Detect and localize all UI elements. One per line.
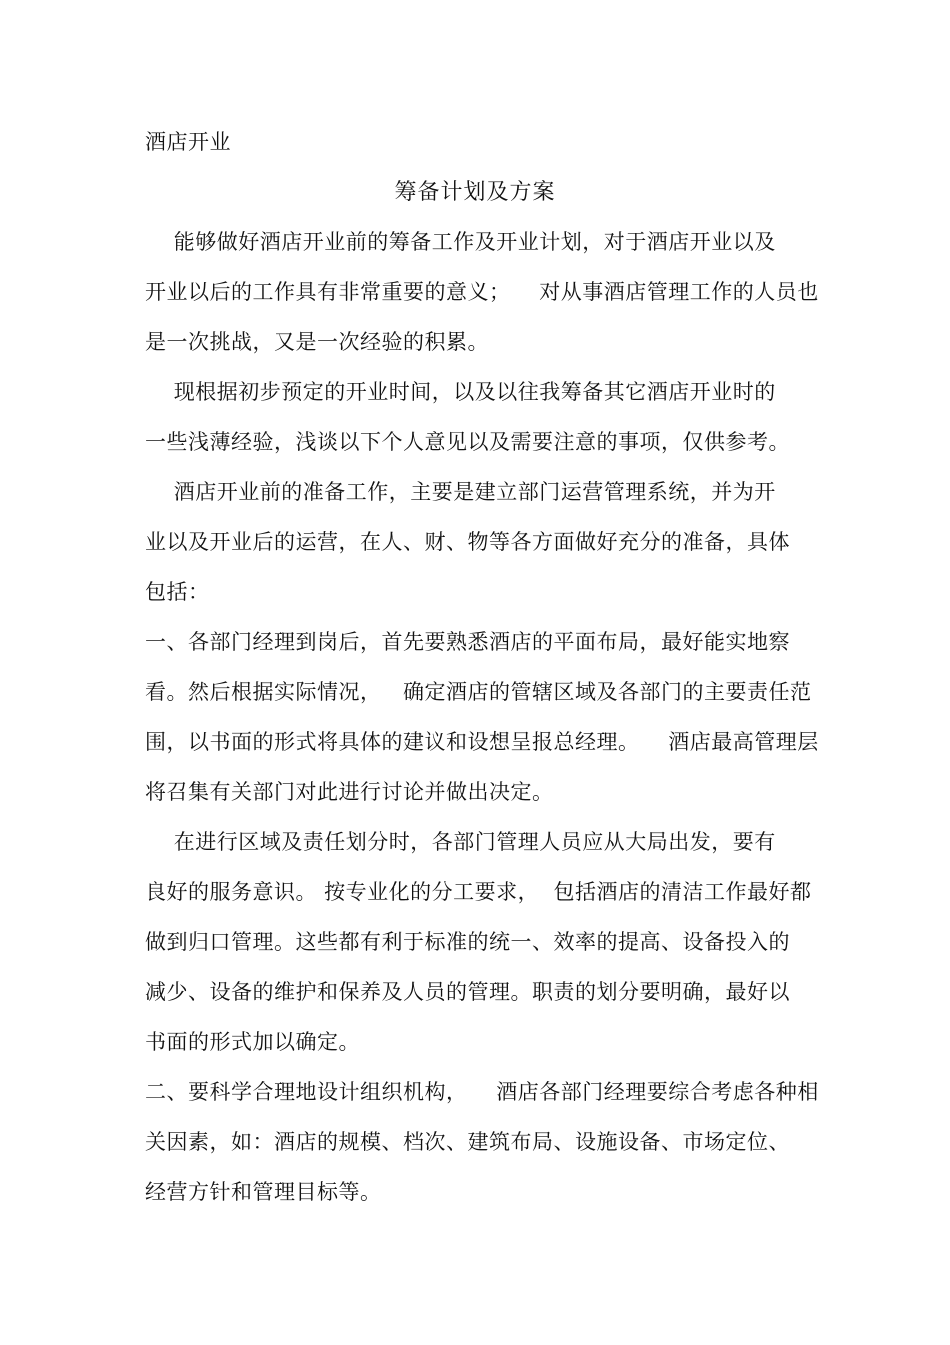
text-line-19: 关因素，如：酒店的规模、档次、建筑布局、设施设备、市场定位、 — [145, 1130, 790, 1154]
text-line-16: 减少、设备的维护和保养及人员的管理。职责的划分要明确，最好以 — [145, 980, 790, 1004]
text-line-14: 良好的服务意识。 按专业化的分工要求， 包括酒店的清洁工作最好都 — [145, 880, 812, 904]
text-line-12: 将召集有关部门对此进行讨论并做出决定。 — [145, 780, 554, 804]
text-line-17: 书面的形式加以确定。 — [145, 1030, 360, 1054]
text-line-20: 经营方针和管理目标等。 — [145, 1180, 382, 1204]
text-line-5: 一些浅薄经验，浅谈以下个人意见以及需要注意的事项，仅供参考。 — [145, 430, 790, 454]
text-line-15: 做到归口管理。这些都有利于标准的统一、效率的提高、设备投入的 — [145, 930, 790, 954]
document-title: 筹备计划及方案 — [394, 180, 556, 205]
text-line-10: 看。然后根据实际情况， 确定酒店的管辖区域及各部门的主要责任范 — [145, 680, 812, 704]
text-line-4: 现根据初步预定的开业时间，以及以往我筹备其它酒店开业时的 — [145, 380, 776, 404]
text-line-13: 在进行区域及责任划分时，各部门管理人员应从大局出发，要有 — [145, 830, 776, 854]
text-line-18: 二、要科学合理地设计组织机构， 酒店各部门经理要综合考虑各种相 — [145, 1080, 819, 1104]
text-line-1: 能够做好酒店开业前的筹备工作及开业计划，对于酒店开业以及 — [145, 230, 776, 254]
text-line-6: 酒店开业前的准备工作，主要是建立部门运营管理系统，并为开 — [145, 480, 776, 504]
document-heading: 酒店开业 — [145, 130, 231, 154]
text-line-9: 一、各部门经理到岗后，首先要熟悉酒店的平面布局，最好能实地察 — [145, 630, 790, 654]
text-line-7: 业以及开业后的运营，在人、财、物等各方面做好充分的准备，具体 — [145, 530, 790, 554]
text-line-2: 开业以后的工作具有非常重要的意义； 对从事酒店管理工作的人员也 — [145, 280, 819, 304]
text-line-3: 是一次挑战，又是一次经验的积累。 — [145, 330, 489, 354]
text-line-8: 包括： — [145, 580, 210, 604]
text-line-11: 围，以书面的形式将具体的建议和设想呈报总经理。 酒店最高管理层 — [145, 730, 819, 754]
